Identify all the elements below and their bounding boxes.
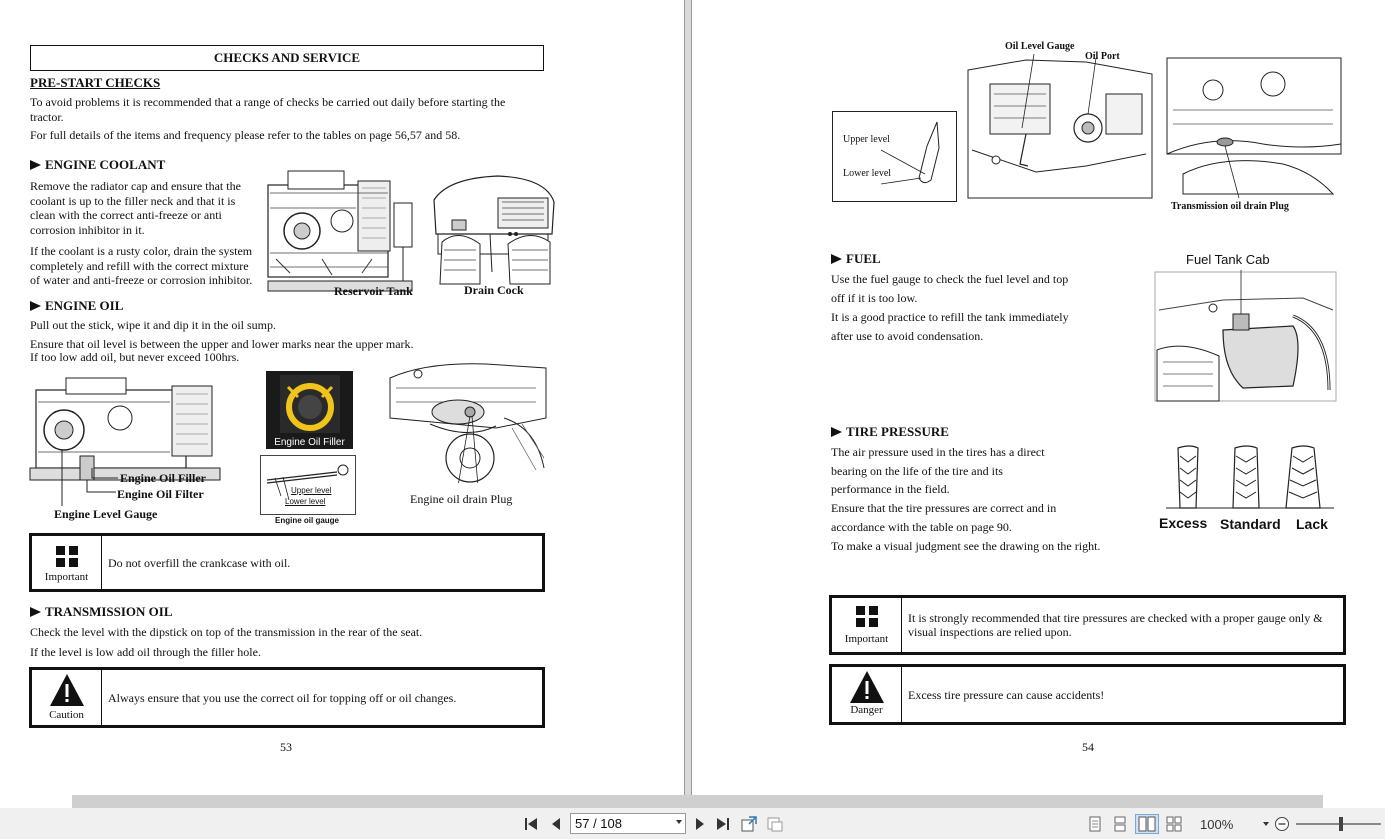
transmission-oil-heading-text: TRANSMISSION OIL xyxy=(45,604,173,619)
tire-text-line: The air pressure used in the tires has a direct xyxy=(831,445,1045,459)
label-oil-level-gauge: Oil Level Gauge xyxy=(1005,41,1075,52)
two-page-icon[interactable] xyxy=(1135,814,1159,834)
important-label: Important xyxy=(44,571,89,583)
zoom-slider-thumb[interactable] xyxy=(1339,817,1343,831)
danger-label: Danger xyxy=(850,704,883,716)
tire-text-line: accordance with the table on page 90. xyxy=(831,519,1012,534)
fuel-tank-illustration xyxy=(1153,270,1338,403)
page-indicator: 57 / 108 xyxy=(575,816,622,831)
zoom-dropdown-icon[interactable] xyxy=(1261,814,1271,834)
tire-pressure-heading xyxy=(831,424,949,440)
oil-text-2: Ensure that oil level is between the upper and lower marks near the upper mark. xyxy=(30,337,414,351)
warning-triangle-icon xyxy=(32,670,102,710)
label-engine-level-gauge: Engine Level Gauge xyxy=(54,507,158,521)
transmission-oil-heading xyxy=(30,604,173,620)
coolant-text-1: Remove the radiator cap and ensure that the coolant is up to the filler neck and that it is clean with the correct anti-freeze or anti corrosion inhibitor in it. xyxy=(30,179,241,237)
engine-coolant-heading xyxy=(30,157,165,173)
danger-notice xyxy=(829,664,1346,725)
tire-pressure-heading-text: TIRE PRESSURE xyxy=(846,424,949,439)
first-page-icon[interactable] xyxy=(521,814,541,834)
fuel-text-1: Use the fuel gauge to check the fuel level and top off if it is too low. xyxy=(831,272,1069,305)
pointer-arrow-icon xyxy=(30,160,41,170)
pointer-arrow-icon xyxy=(30,607,41,617)
label-drain-cock: Drain Cock xyxy=(464,283,524,297)
label-tire-lack: Lack xyxy=(1296,516,1328,532)
chevron-down-icon[interactable] xyxy=(676,820,682,824)
pointer-arrow-icon xyxy=(831,254,842,264)
engine-oil-heading-text: ENGINE OIL xyxy=(45,298,124,313)
transmission-text-2: If the level is low add oil through the filler hole. xyxy=(30,645,261,659)
label-upper-level-right: Upper level xyxy=(843,134,890,145)
pre-start-text-2: For full details of the items and frequency please refer to the tables on page 56,57 and 58. xyxy=(30,128,461,142)
label-tire-standard: Standard xyxy=(1220,516,1281,532)
next-view-icon[interactable] xyxy=(765,814,785,834)
page-number-right: 54 xyxy=(1082,740,1094,754)
zoom-level[interactable]: 100% xyxy=(1200,816,1234,832)
tire-text-line: bearing on the life of the tire and its xyxy=(831,463,1003,478)
engine-oil-heading xyxy=(30,298,123,314)
tire-standard-icon xyxy=(1233,446,1259,508)
previous-view-icon[interactable] xyxy=(739,814,759,834)
tire-lack-icon xyxy=(1286,446,1320,508)
oil-text-3: If too low add oil, but never exceed 100hrs. xyxy=(30,350,240,364)
two-page-continuous-icon[interactable] xyxy=(1164,814,1184,834)
label-engine-oil-filler-photo: Engine Oil Filler xyxy=(274,437,345,448)
section-title: CHECKS AND SERVICE xyxy=(30,45,544,71)
label-engine-oil-filter: Engine Oil Filter xyxy=(117,487,204,501)
page-53 xyxy=(0,0,684,795)
caution-label: Caution xyxy=(49,709,84,721)
tire-text-line: performance in the field. xyxy=(831,482,950,497)
fuel-heading xyxy=(831,251,881,267)
important-notice-right xyxy=(829,595,1346,655)
page-number-left: 53 xyxy=(280,740,292,754)
pre-start-text-1: To avoid problems it is recommended that a range of checks be carried out daily before starting the tractor. xyxy=(30,95,506,124)
label-oil-port: Oil Port xyxy=(1085,51,1120,62)
zoom-out-icon[interactable] xyxy=(1273,814,1291,834)
warning-triangle-icon xyxy=(832,667,902,707)
danger-text: Excess tire pressure can cause accidents! xyxy=(908,687,1105,702)
tractor-front-illustration xyxy=(428,172,558,292)
page-54 xyxy=(692,0,1385,795)
prev-page-icon[interactable] xyxy=(546,814,566,834)
transmission-dipstick-illustration xyxy=(832,111,957,202)
label-engine-oil-filler: Engine Oil Filler xyxy=(120,471,206,485)
tire-text-line: To make a visual judgment see the drawing on the right. xyxy=(831,538,1101,553)
tire-comparison-illustration xyxy=(1162,444,1337,510)
zoom-slider[interactable] xyxy=(1296,814,1381,834)
pointer-arrow-icon xyxy=(831,427,842,437)
important-icon-cell xyxy=(32,536,102,589)
label-transmission-drain-plug: Transmission oil drain Plug xyxy=(1171,201,1289,212)
label-lower-level-right: Lower level xyxy=(843,168,892,179)
label-reservoir-tank: Reservoir Tank xyxy=(334,284,413,298)
transmission-text-1: Check the level with the dipstick on top of the transmission in the rear of the seat. xyxy=(30,625,423,639)
next-page-icon[interactable] xyxy=(690,814,710,834)
oil-text-1: Pull out the stick, wipe it and dip it in the oil sump. xyxy=(30,318,276,332)
important-text-right: It is strongly recommended that tire pressures are checked with a proper gauge only & visual inspections are relied upon. xyxy=(908,611,1323,639)
viewer-toolbar xyxy=(0,808,1385,839)
single-page-icon[interactable] xyxy=(1086,814,1104,834)
label-upper-level: Upper level xyxy=(291,486,332,495)
engine-coolant-illustration xyxy=(262,163,422,298)
transmission-drain-illustration xyxy=(1163,54,1345,198)
label-fuel-tank-cab: Fuel Tank Cab xyxy=(1186,252,1270,267)
important-label-right: Important xyxy=(844,633,889,645)
important-text: Do not overfill the crankcase with oil. xyxy=(108,555,291,570)
caution-text: Always ensure that you use the correct oil for topping off or oil changes. xyxy=(108,690,457,705)
caution-notice xyxy=(29,667,545,728)
fuel-text-2: It is a good practice to refill the tank immediately after use to avoid condensation. xyxy=(831,310,1069,343)
pre-start-heading: PRE-START CHECKS xyxy=(30,75,161,90)
tire-text-line: Ensure that the tire pressures are correct and in xyxy=(831,501,1057,516)
label-engine-oil-gauge: Engine oil gauge xyxy=(275,516,340,525)
important-icon xyxy=(832,598,902,636)
label-engine-oil-drain-plug: Engine oil drain Plug xyxy=(410,492,513,506)
fuel-heading-text: FUEL xyxy=(846,251,881,266)
important-notice xyxy=(29,533,545,592)
tire-pressure-text xyxy=(831,443,1141,555)
page-number-input[interactable] xyxy=(570,813,686,834)
last-page-icon[interactable] xyxy=(713,814,733,834)
coolant-text-2: If the coolant is a rusty color, drain the system completely and refill with the correct mixture of water and anti-freeze or corrosion inhibitor. xyxy=(30,244,253,287)
important-icon xyxy=(32,536,102,574)
transmission-oil-port-illustration xyxy=(966,54,1154,200)
horizontal-scrollbar[interactable] xyxy=(72,795,1323,808)
engine-coolant-heading-text: ENGINE COOLANT xyxy=(45,157,166,172)
caution-icon-cell xyxy=(32,670,102,725)
engine-oil-filler-photo xyxy=(266,371,353,449)
pointer-arrow-icon xyxy=(30,301,41,311)
page-divider xyxy=(684,0,692,795)
continuous-icon[interactable] xyxy=(1111,814,1129,834)
label-tire-excess: Excess xyxy=(1159,515,1208,531)
engine-oil-gauge-illustration xyxy=(260,455,356,515)
engine-oil-drain-illustration xyxy=(386,358,548,483)
tire-excess-icon xyxy=(1178,446,1198,508)
important-icon-cell xyxy=(832,598,902,652)
label-lower-level: Lower level xyxy=(285,497,326,506)
danger-icon-cell xyxy=(832,667,902,722)
